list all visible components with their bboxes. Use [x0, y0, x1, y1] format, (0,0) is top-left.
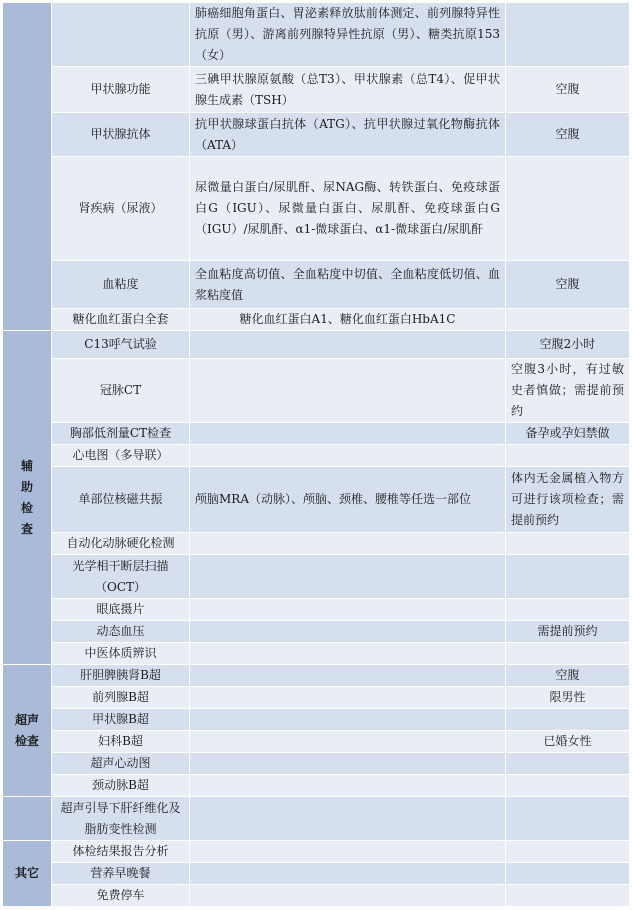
item-note: [506, 157, 630, 261]
item-name: 血粘度: [52, 261, 190, 309]
item-name: 超声引导下肝纤维化及脂肪变性检测: [52, 797, 190, 841]
item-content: [190, 621, 506, 643]
table-row: [3, 555, 630, 599]
item-note: [506, 885, 630, 907]
item-content: 糖化血红蛋白A1、糖化血红蛋白HbA1C: [190, 309, 506, 331]
item-note: 体内无金属植入物方可进行该项检查；需提前预约: [506, 467, 630, 533]
item-note: 空腹: [506, 261, 630, 309]
item-note: [506, 643, 630, 665]
item-name: 糖化血红蛋白全套: [52, 309, 190, 331]
table-row: [3, 3, 630, 67]
item-name: 心电图（多导联）: [52, 445, 190, 467]
table-row: [3, 687, 630, 709]
table-row: [3, 309, 630, 331]
item-note: [506, 841, 630, 863]
item-content: [190, 731, 506, 753]
item-name: 肾疾病（尿液）: [52, 157, 190, 261]
item-name: 前列腺B超: [52, 687, 190, 709]
table-row: [3, 157, 630, 261]
item-name: 胸部低剂量CT检查: [52, 423, 190, 445]
item-note: 已婚女性: [506, 731, 630, 753]
item-content: [190, 331, 506, 359]
item-content: 抗甲状腺球蛋白抗体（ATG）、抗甲状腺过氧化物酶抗体（ATA）: [190, 113, 506, 157]
table-row: [3, 533, 630, 555]
item-name: 免费停车: [52, 885, 190, 907]
item-content: [190, 863, 506, 885]
item-name: 体检结果报告分析: [52, 841, 190, 863]
item-content: [190, 775, 506, 797]
item-content: 颅脑MRA（动脉）、颅脑、颈椎、腰椎等任选一部位: [190, 467, 506, 533]
table-row: [3, 599, 630, 621]
item-content: [190, 359, 506, 423]
item-note: [506, 309, 630, 331]
item-name: 甲状腺B超: [52, 709, 190, 731]
item-note: 空腹2小时: [506, 331, 630, 359]
item-content: [190, 665, 506, 687]
table-row: [3, 863, 630, 885]
item-name: 甲状腺功能: [52, 67, 190, 113]
item-content: 三碘甲状腺原氨酸（总T3）、甲状腺素（总T4）、促甲状腺生成素（TSH）: [190, 67, 506, 113]
table-row: [3, 67, 630, 113]
category-other: 其它: [3, 841, 52, 907]
table-row: [3, 709, 630, 731]
table-row: [3, 359, 630, 423]
table-row: [3, 331, 630, 359]
item-name: 颈动脉B超: [52, 775, 190, 797]
item-name: 妇科B超: [52, 731, 190, 753]
table-row: [3, 841, 630, 863]
table-row: [3, 261, 630, 309]
item-content: 全血粘度高切值、全血粘度中切值、全血粘度低切值、血浆粘度值: [190, 261, 506, 309]
table-row: [3, 753, 630, 775]
item-note: 空腹: [506, 67, 630, 113]
table-row: [3, 885, 630, 907]
item-content: [190, 885, 506, 907]
item-content: [190, 555, 506, 599]
item-note: 备孕或孕妇禁做: [506, 423, 630, 445]
item-content: [190, 841, 506, 863]
table-row: [3, 797, 630, 841]
item-content: [190, 423, 506, 445]
table-row: [3, 467, 630, 533]
item-name: 中医体质辨识: [52, 643, 190, 665]
item-note: [506, 533, 630, 555]
table-row: [3, 445, 630, 467]
item-name: 光学相干断层扫描（OCT）: [52, 555, 190, 599]
table-row: [3, 113, 630, 157]
item-note: 需提前预约: [506, 621, 630, 643]
item-name: 超声心动图: [52, 753, 190, 775]
item-note: 空腹3小时，有过敏史者慎做；需提前预约: [506, 359, 630, 423]
item-name: 自动化动脉硬化检测: [52, 533, 190, 555]
item-name: C13呼气试验: [52, 331, 190, 359]
category-aux-exam: 辅 助 检 查: [3, 331, 52, 665]
item-name: 动态血压: [52, 621, 190, 643]
item-content: [190, 753, 506, 775]
category-ultrasound-exam: 超声 检查: [3, 665, 52, 797]
category-cell-blank: [3, 797, 52, 841]
item-note: [506, 555, 630, 599]
table-row: [3, 621, 630, 643]
item-note: 限男性: [506, 687, 630, 709]
item-content: [190, 533, 506, 555]
item-note: [506, 753, 630, 775]
item-content: [190, 687, 506, 709]
item-content: [190, 709, 506, 731]
item-note: 空腹: [506, 113, 630, 157]
item-note: [506, 599, 630, 621]
item-note: [506, 797, 630, 841]
exam-items-table: [2, 2, 630, 907]
item-content: [190, 599, 506, 621]
item-name: 甲状腺抗体: [52, 113, 190, 157]
item-note: [506, 445, 630, 467]
table-row: [3, 423, 630, 445]
table-row: [3, 643, 630, 665]
item-content: 肺癌细胞角蛋白、胃泌素释放肽前体测定、前列腺特异性抗原（男）、游离前列腺特异性抗原（男）、糖类抗原153（女）: [190, 3, 506, 67]
item-note: 空腹: [506, 665, 630, 687]
category-cell-blank: [3, 3, 52, 331]
item-name: 单部位核磁共振: [52, 467, 190, 533]
item-content: [190, 445, 506, 467]
item-name: 肝胆脾胰肾B超: [52, 665, 190, 687]
item-name: 营养早晚餐: [52, 863, 190, 885]
item-content: [190, 643, 506, 665]
item-content: 尿微量白蛋白/尿肌酐、尿NAG酶、转铁蛋白、免疫球蛋白G（IGU）、尿微量白蛋白、尿肌酐、免疫球蛋白G（IGU）/尿肌酐、α1-微球蛋白、α1-微球蛋白/尿肌酐: [190, 157, 506, 261]
item-name: [52, 3, 190, 67]
item-name: 冠脉CT: [52, 359, 190, 423]
item-name: 眼底摄片: [52, 599, 190, 621]
item-note: [506, 775, 630, 797]
item-note: [506, 709, 630, 731]
item-note: [506, 863, 630, 885]
item-note: [506, 3, 630, 67]
item-content: [190, 797, 506, 841]
table-row: [3, 731, 630, 753]
table-row: [3, 665, 630, 687]
table-row: [3, 775, 630, 797]
